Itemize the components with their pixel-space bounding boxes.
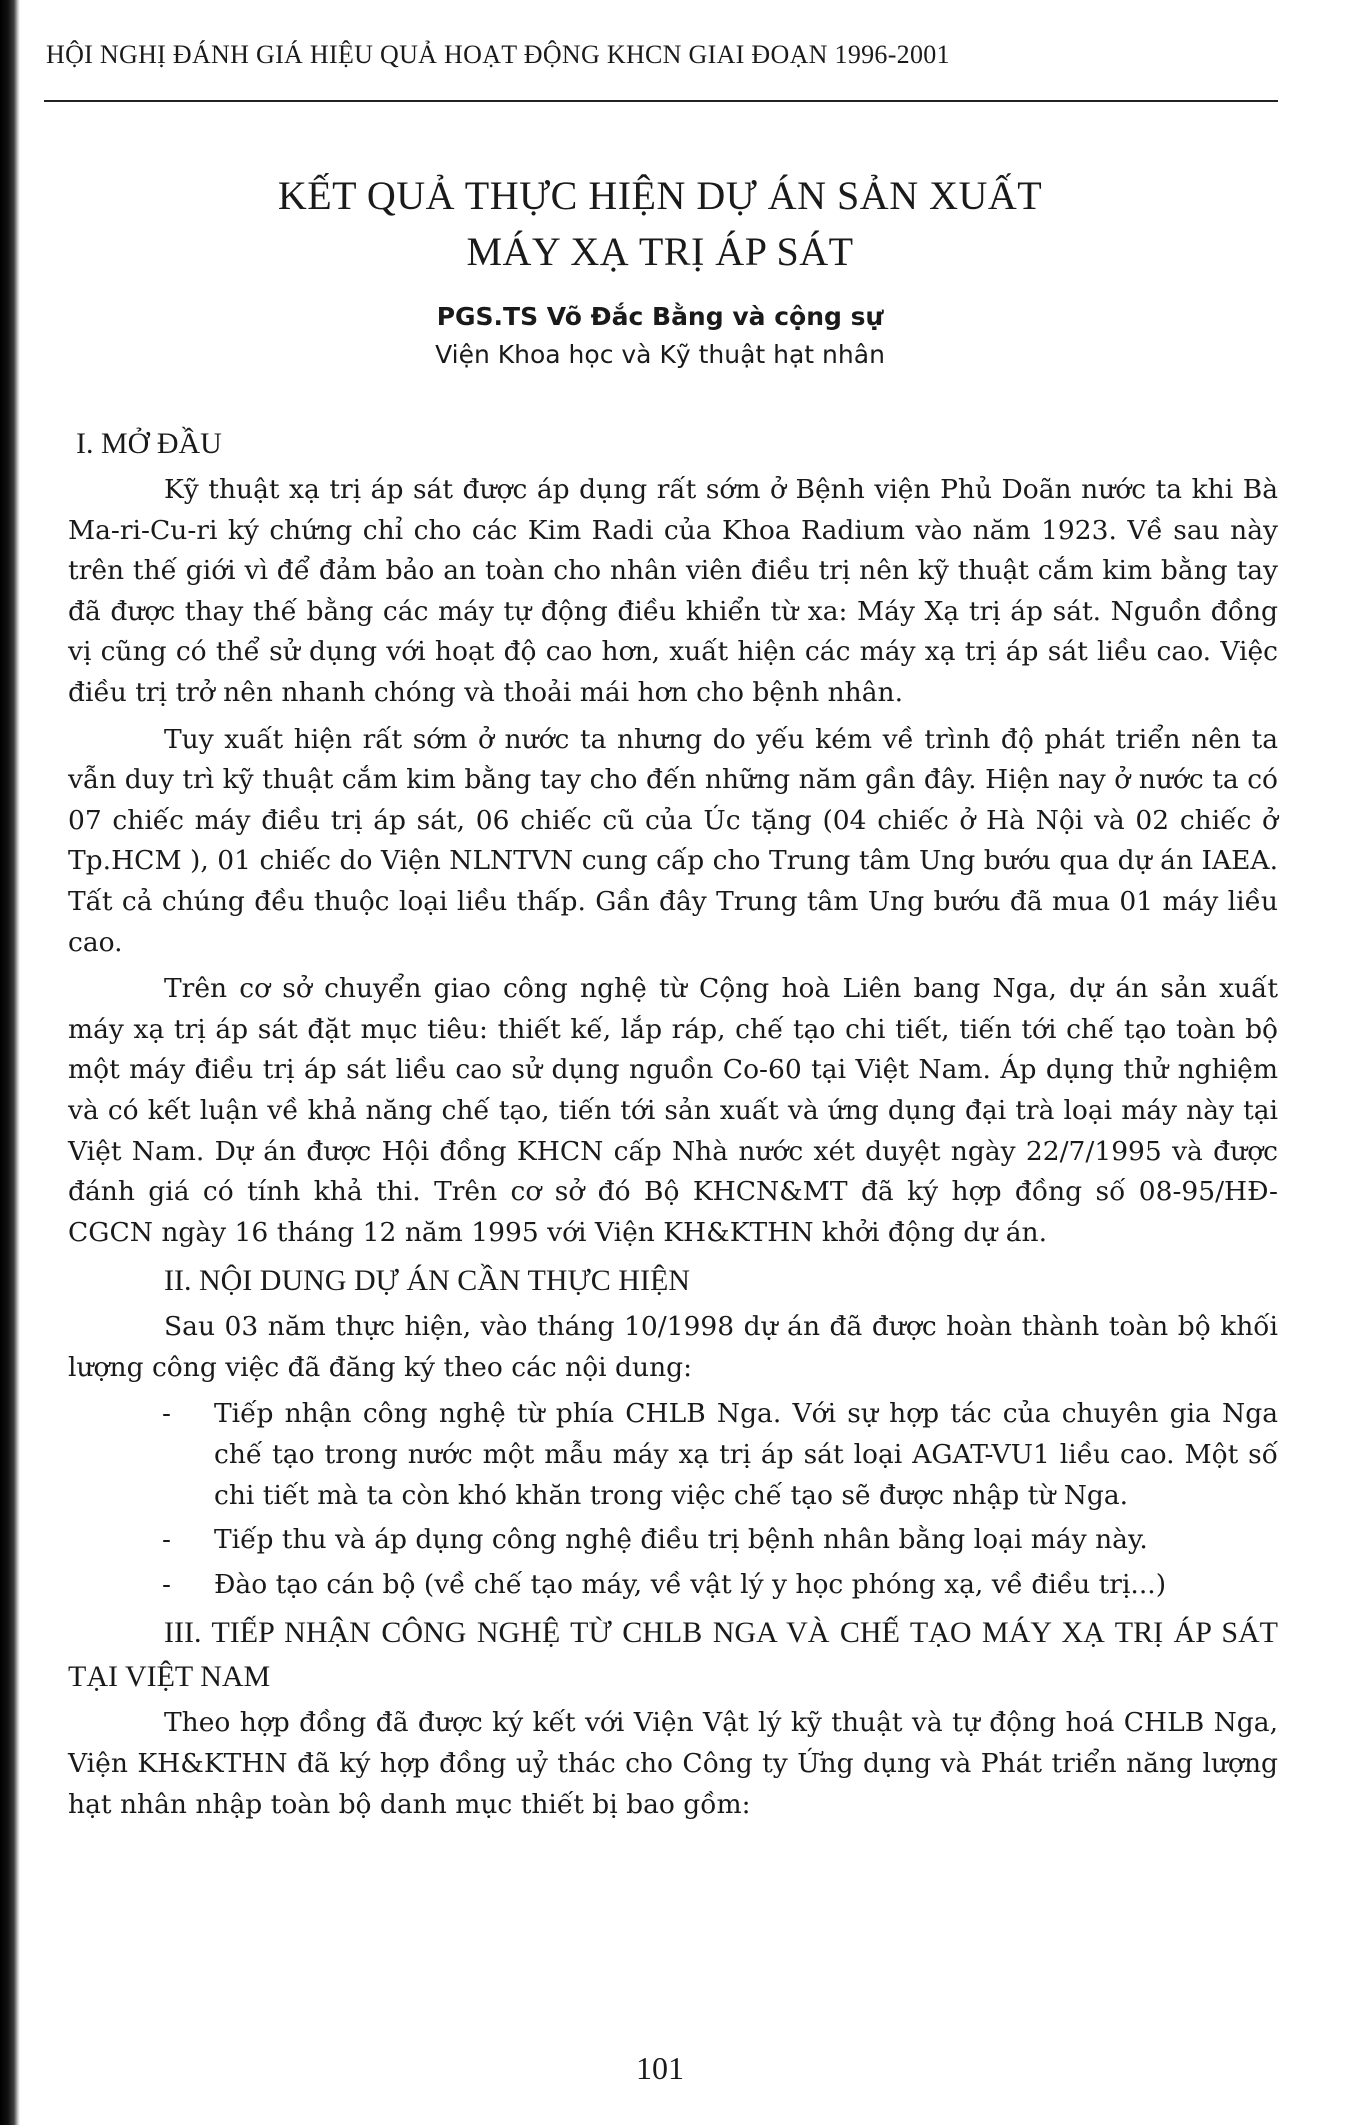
title-line-2: MÁY XẠ TRỊ ÁP SÁT (466, 229, 854, 274)
body-text (68, 418, 1278, 1831)
author-line: PGS.TS Võ Đắc Bằng và cộng sự (436, 302, 884, 331)
list-item (68, 1565, 1278, 1606)
affiliation-line: Viện Khoa học và Kỹ thuật hạt nhân (435, 340, 885, 369)
binding-shadow (0, 0, 20, 2125)
list-item-text: Đào tạo cán bộ (về chế tạo máy, về vật lý y học phóng xạ, về điều trị...) (214, 1568, 1167, 1600)
page-number: 101 (636, 2050, 684, 2086)
list-item (68, 1520, 1278, 1561)
section-heading-content: II. NỘI DUNG DỰ ÁN CẦN THỰC HIỆN (164, 1264, 690, 1298)
section-heading-intro: I. MỞ ĐẦU (76, 427, 222, 460)
paper-title (160, 168, 1160, 280)
list-item (68, 1394, 1278, 1516)
running-header: HỘI NGHỊ ĐÁNH GIÁ HIỆU QUẢ HOẠT ĐỘNG KHCN GIAI ĐOẠN 1996-2001 (46, 40, 950, 69)
paragraph: Sau 03 năm thực hiện, vào tháng 10/1998 dự án đã được hoàn thành toàn bộ khối lượng công việc đã đăng ký theo các nội dung: (68, 1311, 1278, 1383)
paragraph: Kỹ thuật xạ trị áp sát được áp dụng rất sớm ở Bệnh viện Phủ Doãn nước ta khi Bà Ma-ri-Cu-ri ký chứng chỉ cho các Kim Radi của Khoa Radium vào năm 1923. Về sau này trên thế giới vì để đảm bảo an toàn cho nhân viên điều trị nên kỹ thuật cắm kim bằng tay đã được thay thế bằng các máy tự động điều khiển từ xa: Máy Xạ trị áp sát. Nguồn đồng vị cũng có thể sử dụng với hoạt độ cao hơn, xuất hiện các máy xạ trị áp sát liều cao. Việc điều trị trở nên nhanh chóng và thoải mái hơn cho bệnh nhân. (68, 474, 1278, 708)
list-item-text: Tiếp nhận công nghệ từ phía CHLB Nga. Với sự hợp tác của chuyên gia Nga chế tạo trong nước một mẫu máy xạ trị áp sát loại AGAT-VU1 liều cao. Một số chi tiết mà ta còn khó khăn trong việc chế tạo sẽ được nhập từ Nga. (214, 1398, 1278, 1511)
list-item-text: Tiếp thu và áp dụng công nghệ điều trị bệnh nhân bằng loại máy này. (214, 1524, 1148, 1556)
paragraph: Trên cơ sở chuyển giao công nghệ từ Cộng hoà Liên bang Nga, dự án sản xuất máy xạ trị áp sát đặt mục tiêu: thiết kế, lắp ráp, chế tạo chi tiết, tiến tới chế tạo toàn bộ một máy điều trị áp sát liều cao sử dụng nguồn Co-60 tại Việt Nam. Áp dụng thử nghiệm và có kết luận về khả năng chế tạo, tiến tới sản xuất và ứng dụng đại trà loại máy này tại Việt Nam. Dự án được Hội đồng KHCN cấp Nhà nước xét duyệt ngày 22/7/1995 và được đánh giá có tính khả thi. Trên cơ sở đó Bộ KHCN&MT đã ký hợp đồng số 08-95/HĐ-CGCN ngày 16 tháng 12 năm 1995 với Viện KH&KTHN khởi động dự án. (68, 973, 1278, 1248)
list-dash: - (162, 1524, 171, 1556)
list-dash: - (162, 1398, 171, 1430)
content-list (68, 1394, 1278, 1605)
paragraph: Theo hợp đồng đã được ký kết với Viện Vật lý kỹ thuật và tự động hoá CHLB Nga, Viện KH&KTHN đã ký hợp đồng uỷ thác cho Công ty Ứng dụng và Phát triển năng lượng hạt nhân nhập toàn bộ danh mục thiết bị bao gồm: (68, 1707, 1278, 1820)
title-line-1: KẾT QUẢ THỰC HIỆN DỰ ÁN SẢN XUẤT (277, 173, 1043, 218)
list-dash: - (162, 1568, 171, 1600)
header-rule (44, 100, 1278, 102)
paragraph: Tuy xuất hiện rất sớm ở nước ta nhưng do yếu kém về trình độ phát triển nên ta vẫn duy trì kỹ thuật cắm kim bằng tay cho đến những năm gần đây. Hiện nay ở nước ta có 07 chiếc máy điều trị áp sát, 06 chiếc cũ của Úc tặng (04 chiếc ở Hà Nội và 02 chiếc ở Tp.HCM ), 01 chiếc do Viện NLNTVN cung cấp cho Trung tâm Ung bướu qua dự án IAEA. Tất cả chúng đều thuộc loại liều thấp. Gần đây Trung tâm Ung bướu đã mua 01 máy liều cao. (68, 723, 1278, 958)
section-heading-technology: III. TIẾP NHẬN CÔNG NGHỆ TỪ CHLB NGA VÀ CHẾ TẠO MÁY XẠ TRỊ ÁP SÁT TẠI VIỆT NAM (68, 1616, 1278, 1694)
